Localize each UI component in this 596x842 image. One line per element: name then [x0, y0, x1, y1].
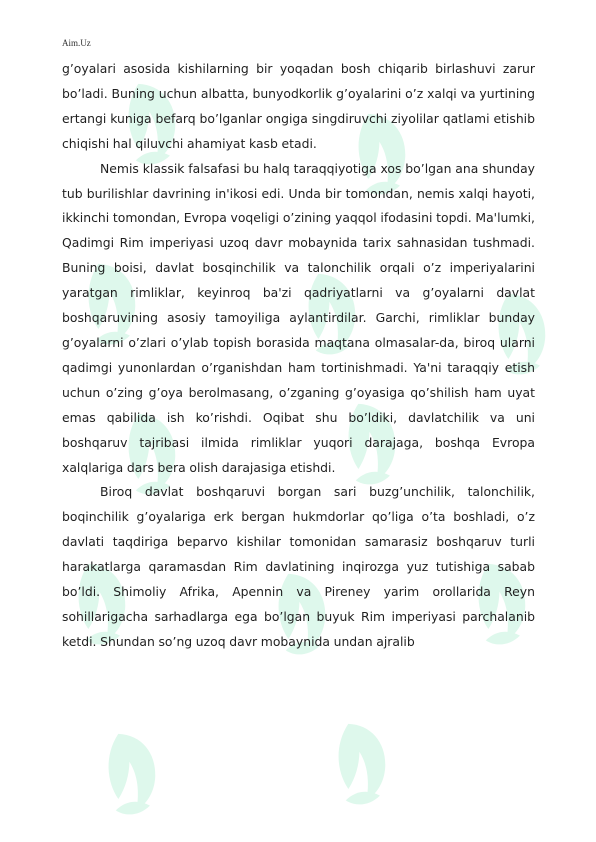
- paragraph-continuation: g’oyalari asosida kishilarning bir yoqadan bosh chiqarib birlashuvi zarur bo’ladi. Buning uchun albatta, bunyodkorlik g’oyalarini o’z xalqi va yurtining ertangi kuniga befarq bo’lganlar ongiga singdiruvchi ziyolilar qatlami etishib chiqishi hal qiluvchi ahamiyat kasb etadi.: [62, 61, 535, 151]
- page-header-site-name: Aim.Uz: [62, 38, 91, 48]
- paragraph: Biroq davlat boshqaruvi borgan sari buzg’unchilik, talonchilik, boqinchilik g’oyalariga erk bergan hukmdorlar qo’liga o’ta boshladi, o’z davlati taqdiriga beparvo kishilar tomonidan samarasiz boshqaruv turli harakatlarga qaramasdan Rim davlatining inqirozga yuz tutishiga sabab bo’ldi. Shimoliy Afrika, Apennin va Pireney yarim orollarida Reyn sohillarigacha sarhadlarga ega bo’lgan buyuk Rim imperiyasi parchalanib ketdi. Shundan so’ng uzoq davr mobaynida undan ajralib: [62, 484, 535, 649]
- leaf-logo-icon: [94, 726, 168, 819]
- leaf-logo-icon: [324, 716, 398, 809]
- body-text: [62, 57, 535, 655]
- paragraph: Nemis klassik falsafasi bu halq taraqqiyotiga xos bo’lgan ana shunday tub burilishlar davrining in'ikosi edi. Unda bir tomondan, nemis xalqi hayoti, ikkinchi tomondan, Evropa voqeligi o’zining yaqqol ifodasini topdi. Ma'lumki, Qadimgi Rim imperiyasi uzoq davr mobaynida tarix sahnasidan tushmadi. Buning boisi, davlat bosqinchilik va talonchilik orqali o’z imperiyalarini yaratgan rimliklar, keyinroq ba'zi qadriyatlarni va g’oyalarni davlat boshqaruvining asosiy tamoyiliga aylantirdilar. Garchi, rimliklar bunday g’oyalarni o’zlari o’ylab topish borasida maqtana olmasalar-da, biroq ularni qadimgi yunonlardan o’rganishdan ham tortinishmadi. Ya'ni taraqqiy etish uchun o’zing g’oya berolmasang, o’zganing g’oyasiga qo’shilish ham uyat emas qabilida ish ko’rishdi. Oqibat shu bo’ldiki, davlatchilik va uni boshqaruv tajribasi ilmida rimliklar yuqori darajaga, boshqa Evropa xalqlariga dars bera olish darajasiga etishdi.: [62, 160, 535, 475]
